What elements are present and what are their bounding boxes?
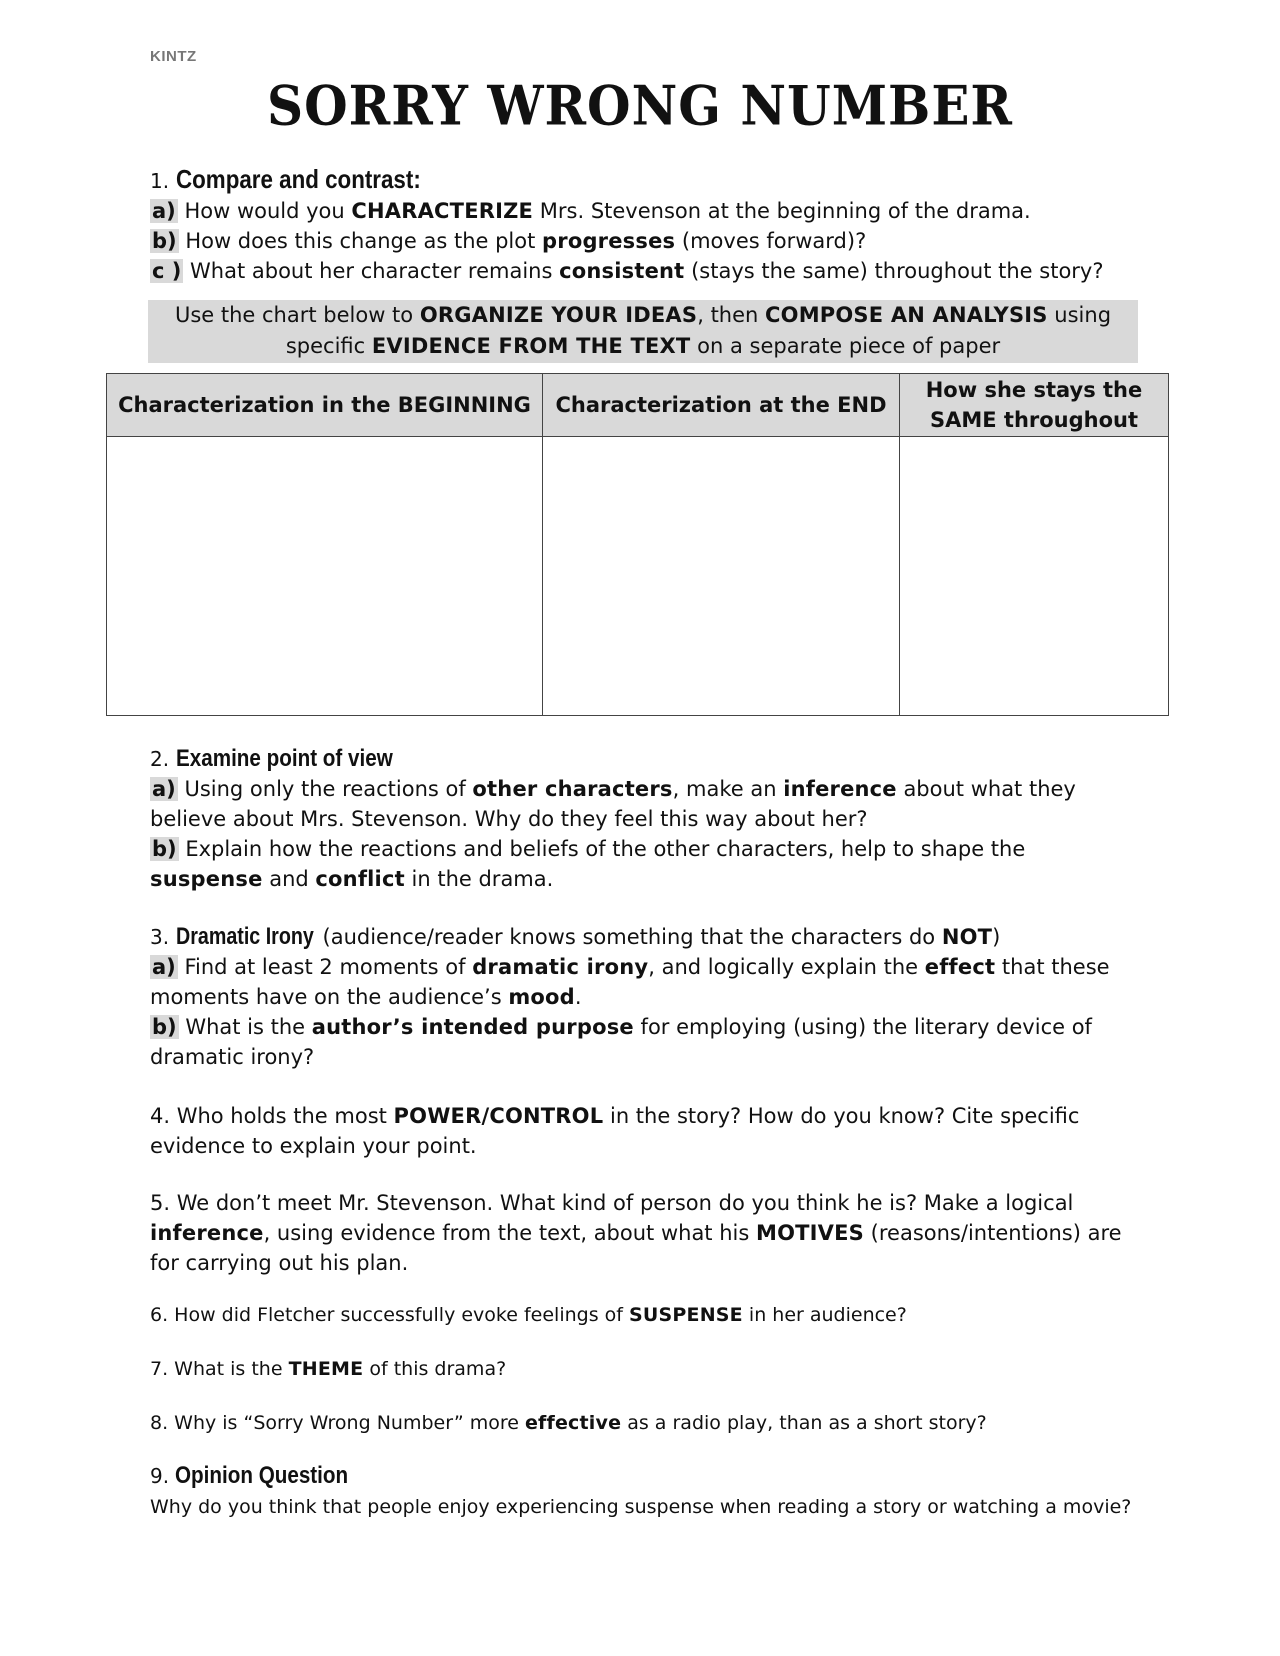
q4-keyword: POWER/CONTROL — [393, 1104, 604, 1128]
instruction-text-2: , then — [697, 303, 766, 327]
q8-keyword: effective — [524, 1412, 622, 1434]
q2-a-keyword-1: other characters — [472, 777, 673, 801]
q1-b-text-end: (moves forward)? — [675, 229, 867, 253]
q3-subheading-text: (audience/reader knows something that the characters do — [315, 925, 942, 949]
q1-c-text: What about her character remains — [183, 259, 560, 283]
q6-text-2: in her audience? — [742, 1304, 907, 1326]
q3-a-keyword-1: dramatic irony — [472, 955, 649, 979]
q3-a-text-1: Find at least 2 moments of — [177, 955, 473, 979]
q9-number: 9. — [150, 1464, 170, 1488]
q3-a-text-3: that these moments have on the audience’s — [150, 955, 1110, 1009]
q2-b-keyword-2: conflict — [315, 867, 405, 891]
q2-b-label: b) — [152, 837, 177, 861]
q5-text-3: (reasons/intentions) are for carrying out his plan. — [150, 1221, 1122, 1275]
question-2 — [150, 744, 1140, 894]
q2-a-text-2: , make an — [672, 777, 784, 801]
q1-a-keyword: CHARACTERIZE — [351, 199, 534, 223]
q1-b-keyword: progresses — [542, 229, 676, 253]
q5-keyword-1: inference — [150, 1221, 264, 1245]
q1-c-text-end: (stays the same) throughout the story? — [684, 259, 1104, 283]
q9-body: Why do you think that people enjoy experiencing suspense when reading a story or watching a movie? — [150, 1496, 1132, 1518]
q1-a-text-end: Mrs. Stevenson at the beginning of the drama. — [533, 199, 1031, 223]
q3-a-label: a) — [152, 955, 176, 979]
q1-part-a — [150, 196, 1140, 226]
q2-b-text-3: in the drama. — [404, 867, 554, 891]
q2-part-a — [150, 774, 1140, 834]
q5-text-2: , using evidence from the text, about what his — [263, 1221, 756, 1245]
q2-heading: Examine point of view — [175, 745, 393, 772]
q2-b-keyword-1: suspense — [150, 867, 263, 891]
q9-heading: Opinion Question — [175, 1462, 349, 1489]
instruction-keyword-2: COMPOSE AN ANALYSIS — [765, 303, 1048, 327]
chart-header-end: Characterization at the END — [543, 374, 900, 437]
q3-subheading-keyword: NOT — [941, 925, 993, 949]
q6-keyword: SUSPENSE — [629, 1304, 743, 1326]
q1-b-text: How does this change as the plot — [178, 229, 543, 253]
chart-cell-same[interactable] — [900, 437, 1169, 716]
q3-b-text-1: What is the — [178, 1015, 312, 1039]
q8-text-2: as a radio play, than as a short story? — [621, 1412, 987, 1434]
chart-cell-beginning[interactable] — [107, 437, 543, 716]
q3-a-keyword-2: effect — [924, 955, 996, 979]
q3-part-a — [150, 952, 1140, 1012]
chart-header-same: How she stays the SAME throughout — [900, 374, 1169, 437]
q1-part-c — [150, 256, 1140, 286]
q2-b-text-2: and — [262, 867, 316, 891]
q2-a-label: a) — [152, 777, 176, 801]
question-6 — [150, 1300, 1140, 1330]
q6-text-1: 6. How did Fletcher successfully evoke feelings of — [150, 1304, 629, 1326]
chart-cell-end[interactable] — [543, 437, 900, 716]
q7-text-1: 7. What is the — [150, 1358, 289, 1380]
q7-keyword: THEME — [288, 1358, 364, 1380]
chart-instruction-box — [148, 300, 1138, 363]
q1-number: 1. — [150, 169, 170, 193]
question-5 — [150, 1188, 1140, 1278]
q1-heading: Compare and contrast: — [175, 164, 421, 194]
q3-a-text-2: , and logically explain the — [648, 955, 925, 979]
question-9 — [150, 1461, 1140, 1522]
q2-number: 2. — [150, 747, 170, 771]
instruction-text-4: on a separate piece of paper — [690, 334, 1001, 358]
q8-text-1: 8. Why is “Sorry Wrong Number” more — [150, 1412, 525, 1434]
q3-b-label: b) — [152, 1015, 177, 1039]
q3-a-text-4: . — [574, 985, 582, 1009]
question-8 — [150, 1408, 1140, 1438]
author-name: KINTZ — [150, 48, 197, 65]
q1-a-text: How would you — [177, 199, 352, 223]
chart-header-beginning: Characterization in the BEGINNING — [107, 374, 543, 437]
question-4 — [150, 1101, 1140, 1161]
q1-a-label: a) — [152, 199, 176, 223]
q1-c-label: c ) — [152, 259, 182, 283]
q3-b-keyword-1: author’s intended purpose — [311, 1015, 634, 1039]
question-1 — [150, 164, 1140, 286]
q3-a-keyword-3: mood — [508, 985, 575, 1009]
instruction-keyword-1: ORGANIZE YOUR IDEAS — [419, 303, 698, 327]
characterization-chart — [106, 373, 1169, 716]
q5-text-1: 5. We don’t meet Mr. Stevenson. What kind of person do you think he is? Make a logical — [150, 1191, 1074, 1215]
q2-b-text-1: Explain how the reactions and beliefs of the other characters, help to shape the — [178, 837, 1026, 861]
q3-heading: Dramatic Irony — [175, 923, 314, 950]
q5-keyword-2: MOTIVES — [755, 1221, 864, 1245]
instruction-text-3: using specific — [285, 303, 1112, 358]
q2-part-b — [150, 834, 1140, 894]
instruction-text-1: Use the chart below to — [174, 303, 420, 327]
q4-text-1: 4. Who holds the most — [150, 1104, 394, 1128]
q3-part-b — [150, 1012, 1140, 1072]
q1-c-keyword: consistent — [559, 259, 685, 283]
q3-number: 3. — [150, 925, 170, 949]
q7-text-2: of this drama? — [363, 1358, 507, 1380]
q3-subheading-close: ) — [992, 925, 1001, 949]
worksheet-title: SORRY WRONG NUMBER — [267, 73, 1013, 138]
q2-a-text-1: Using only the reactions of — [177, 777, 473, 801]
q1-part-b — [150, 226, 1140, 256]
q2-a-keyword-2: inference — [783, 777, 897, 801]
q3-b-text-2: for employing (using) the literary device of dramatic irony? — [150, 1015, 1092, 1069]
question-7 — [150, 1354, 1140, 1384]
instruction-keyword-3: EVIDENCE FROM THE TEXT — [371, 334, 691, 358]
q2-a-text-3: about what they believe about Mrs. Stevenson. Why do they feel this way about her? — [150, 777, 1076, 831]
q4-text-2: in the story? How do you know? Cite specific evidence to explain your point. — [150, 1104, 1080, 1158]
q1-b-label: b) — [152, 229, 177, 253]
question-3 — [150, 922, 1140, 1072]
